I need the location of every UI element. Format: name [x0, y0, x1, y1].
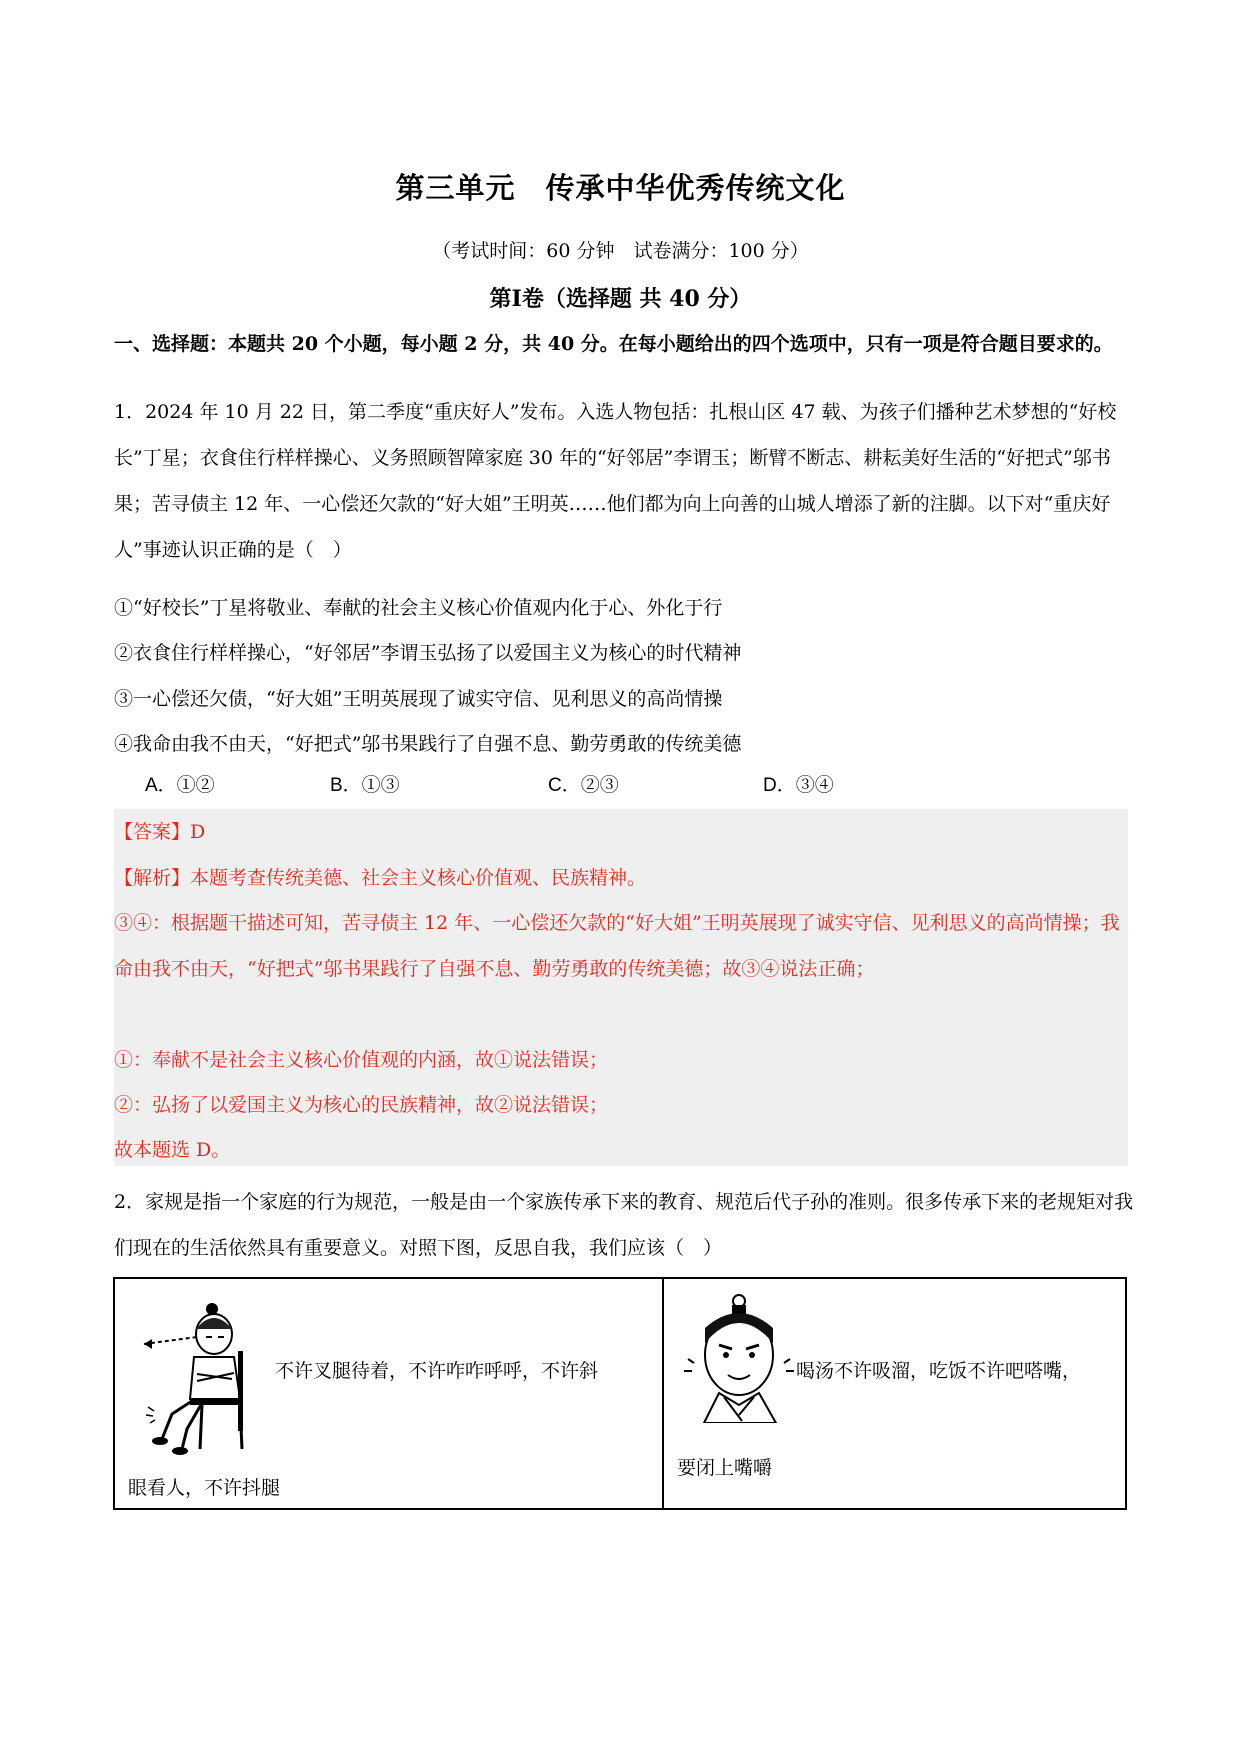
statement-1: ①“好校长”丁星将敬业、奉献的社会主义核心价值观内化于心、外化于行: [114, 597, 723, 619]
analysis-line-1: ①：奉献不是社会主义核心价值观的内涵，故①说法错误；: [114, 1049, 609, 1071]
option-d[interactable]: D．③④: [763, 775, 834, 796]
statement-2: ②衣食住行样样操心，“好邻居”李谓玉弘扬了以爱国主义为核心的时代精神: [114, 642, 742, 664]
left-cell: [114, 1278, 663, 1509]
section-heading: 第Ⅰ卷（选择题 共 40 分）: [489, 286, 752, 312]
illustration-table: [113, 1277, 1127, 1510]
sitting-boy-illustration: [142, 1289, 272, 1459]
analysis-line-3: 故本题选 D。: [114, 1139, 231, 1161]
option-a[interactable]: A．①②: [145, 775, 215, 796]
page-title: 第三单元 传承中华优秀传统文化: [395, 171, 846, 205]
answer-label: 【答案】D: [114, 821, 206, 843]
right-cell: [663, 1278, 1126, 1509]
eating-man-illustration: [684, 1293, 794, 1423]
analysis-body: ③④：根据题干描述可知，苦寻债主 12 年、一心偿还欠款的“好大姐”王明英展现了诚实守信、见利思义的高尚情操；我命由我不由天，“好把式”邬书果践行了自强不息、勤劳勇敢的传统美德；故③④说法正确；: [114, 912, 1120, 980]
options-row: [145, 770, 1045, 800]
analysis-line-2: ②：弘扬了以爱国主义为核心的民族精神，故②说法错误；: [114, 1094, 609, 1116]
left-cell-text-line-1: 不许叉腿待着，不许咋咋呼呼，不许斜: [275, 1360, 599, 1382]
exam-info: （考试时间：60 分钟 试卷满分：100 分）: [432, 240, 809, 262]
statement-3: ③一心偿还欠债，“好大姐”王明英展现了诚实守信、见利思义的高尚情操: [114, 688, 723, 710]
option-b[interactable]: B．①③: [330, 775, 400, 796]
question-2-stem: 2．家规是指一个家庭的行为规范，一般是由一个家族传承下来的教育、规范后代子孙的准则。很多传承下来的老规矩对我们现在的生活依然具有重要意义。对照下图，反思自我，我们应该（ ）: [114, 1191, 1134, 1259]
instructions: 一、选择题：本题共 20 个小题，每小题 2 分，共 40 分。在每小题给出的四个选项中，只有一项是符合题目要求的。: [114, 333, 1113, 355]
right-cell-text-line-2: 要闭上嘴嚼: [677, 1457, 773, 1479]
analysis-title: 【解析】本题考查传统美德、社会主义核心价值观、民族精神。: [114, 867, 647, 889]
option-c[interactable]: C．②③: [548, 775, 619, 796]
question-1-stem: 1．2024 年 10 月 22 日，第二季度“重庆好人”发布。入选人物包括：扎根山区 47 载、为孩子们播种艺术梦想的“好校长”丁星；衣食住行样样操心、义务照顾智障家庭 30 年的“好邻居”李谓玉；断臂不断志、耕耘美好生活的“好把式”邬书果；苦寻债主 12 年、一心偿还欠款的“好大姐”王明英……他们都为向上向善的山城人增添了新的注脚。以下对“重庆好人”事迹认识正确的是（ ）: [114, 401, 1117, 561]
right-cell-text-line-1: 喝汤不许吸溜，吃饭不许吧嗒嘴，: [796, 1360, 1082, 1382]
left-cell-text-line-2: 眼看人，不许抖腿: [128, 1477, 281, 1499]
statement-4: ④我命由我不由天，“好把式”邬书果践行了自强不息、勤劳勇敢的传统美德: [114, 733, 742, 755]
